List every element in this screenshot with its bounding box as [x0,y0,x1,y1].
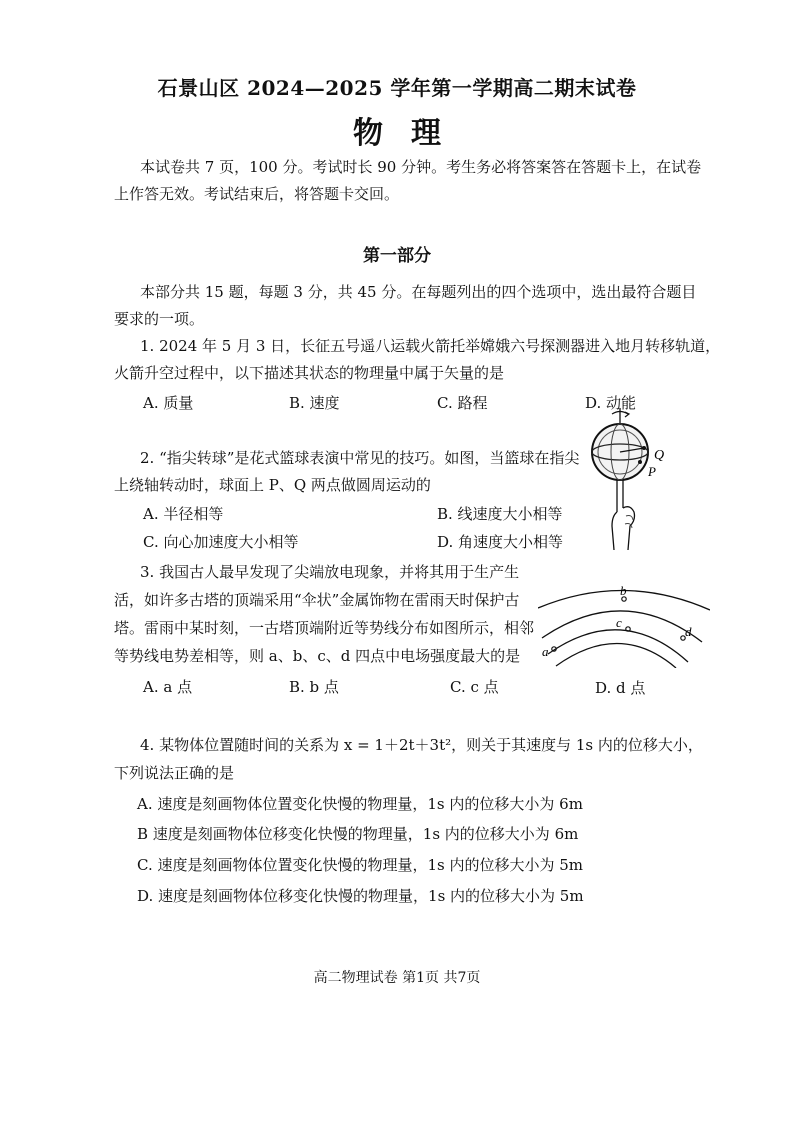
question-4-option-d: D. 速度是刻画物体位移变化快慢的物理量，1s 内的位移大小为 5m [137,887,584,905]
instructions-line-1: 本试卷共 7 页，100 分。考试时长 90 分钟。考生务必将答案答在答题卡上，在试卷 [140,158,702,176]
exam-title: 石景山区 2024—2025 学年第一学期高二期末试卷 [157,76,637,100]
label-d: d [685,624,692,639]
page-footer: 高二物理试卷 第1页 共7页 [313,970,481,986]
equipotential-line-4 [556,643,676,668]
question-4-option-b: B 速度是刻画物体位移变化快慢的物理量，1s 内的位移大小为 6m [137,825,579,843]
question-3-option-b: B. b 点 [289,678,339,696]
question-3-stem-line-2: 活，如许多古塔的顶端采用“伞状”金属饰物在雷雨天时保护古 [114,591,520,609]
label-c: c [616,615,622,630]
finger-icon [617,480,623,512]
part-intro-line-2: 要求的一项。 [114,310,205,328]
question-4-option-a: A. 速度是刻画物体位置变化快慢的物理量，1s 内的位移大小为 6m [137,795,583,813]
equipotential-line-2 [542,611,702,642]
question-3-stem-line-3: 塔。雷雨中某时刻，一古塔顶端附近等势线分布如图所示，相邻 [114,619,535,637]
question-2-option-d: D. 角速度大小相等 [437,533,564,551]
question-3-option-c: C. c 点 [450,678,499,696]
question-1-option-d: D. 动能 [585,394,637,412]
point-p-icon [638,460,642,464]
question-3-stem-line-4: 等势线电势差相等，则 a、b、c、d 四点中电场强度最大的是 [114,647,521,665]
question-1-option-c: C. 路程 [437,394,488,412]
question-1-stem-line-2: 火箭升空过程中，以下描述其状态的物理量中属于矢量的是 [114,364,505,382]
question-2-option-a: A. 半径相等 [143,505,224,523]
hand-icon [612,507,635,550]
subject-title: 物理 [353,116,469,151]
question-2-option-b: B. 线速度大小相等 [437,505,563,523]
label-q: Q [654,448,665,463]
basketball-spin-figure [590,404,682,554]
question-3-option-a: A. a 点 [143,678,193,696]
question-4-stem-line-2: 下列说法正确的是 [114,764,235,782]
question-1-stem-line-1: 1. 2024 年 5 月 3 日，长征五号遥八运载火箭托举嫦娥六号探测器进入地月转移轨道， [140,337,721,355]
label-p: P [648,464,656,479]
label-b: b [620,583,627,598]
question-2-stem-line-1: 2. “指尖转球”是花式篮球表演中常见的技巧。如图，当篮球在指尖 [140,449,580,467]
instructions-line-2: 上作答无效。考试结束后，将答题卡交回。 [114,185,400,203]
question-4-option-c: C. 速度是刻画物体位置变化快慢的物理量，1s 内的位移大小为 5m [137,856,584,874]
section-heading: 第一部分 [363,246,431,266]
label-a: a [542,644,549,659]
part-intro-line-1: 本部分共 15 题，每题 3 分，共 45 分。在每题列出的四个选项中，选出最符合题目 [140,283,697,301]
question-2-option-c: C. 向心加速度大小相等 [143,533,299,551]
point-q-icon [642,446,646,450]
question-1-option-b: B. 速度 [289,394,340,412]
question-3-stem-line-1: 3. 我国古人最早发现了尖端放电现象，并将其用于生产生 [140,563,520,581]
question-4-stem-line-1: 4. 某物体位置随时间的关系为 x = 1＋2t＋3t²，则关于其速度与 1s 内的位移大小， [140,736,703,754]
question-1-option-a: A. 质量 [143,394,194,412]
equipotential-lines-figure [538,578,710,668]
question-2-stem-line-2: 上绕轴转动时，球面上 P、Q 两点做圆周运动的 [114,476,431,494]
question-3-option-d: D. d 点 [595,679,646,697]
